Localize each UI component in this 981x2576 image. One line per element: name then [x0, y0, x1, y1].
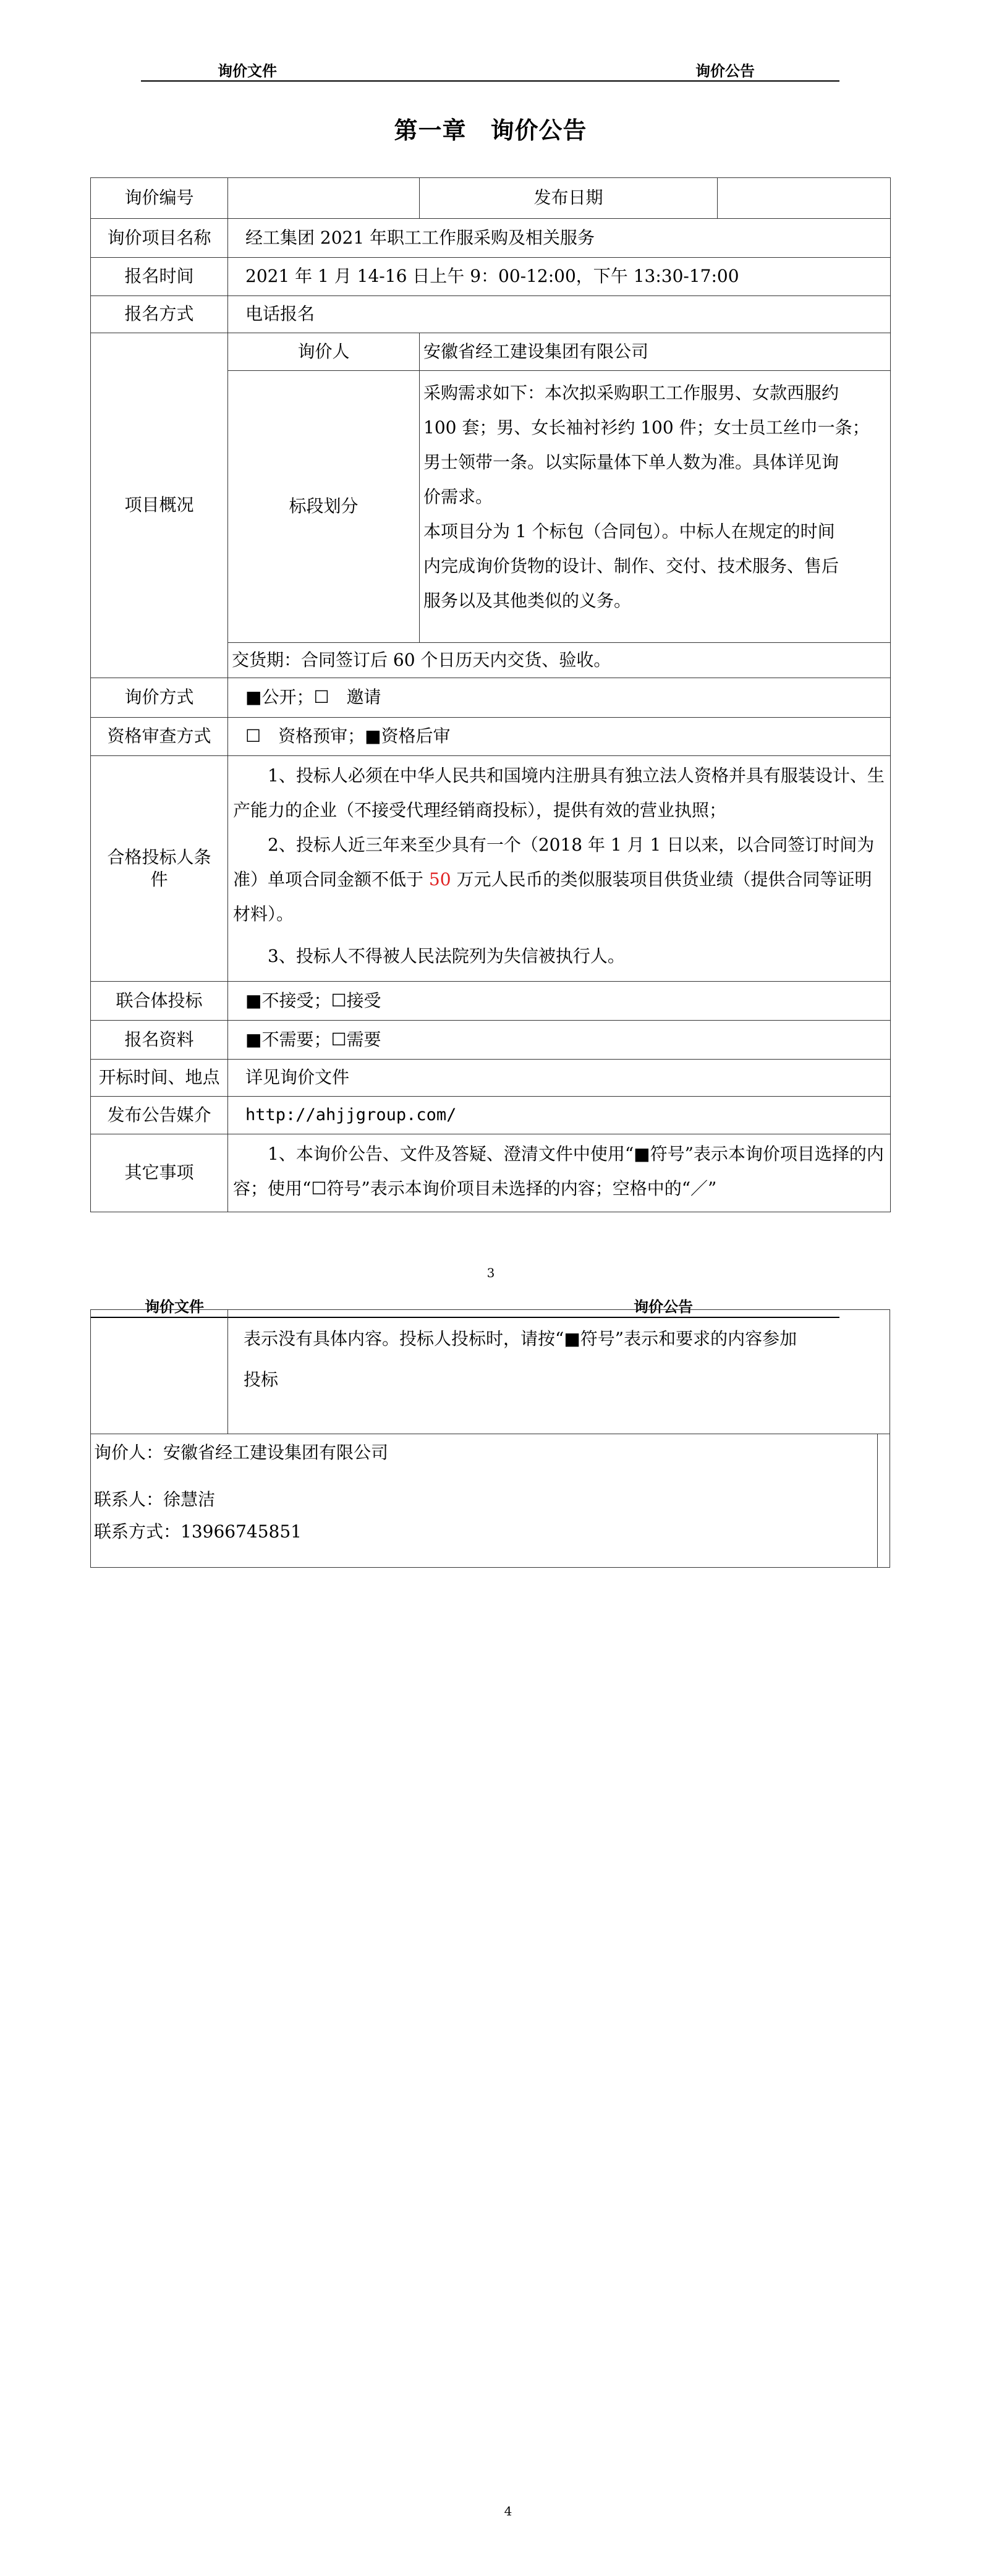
other-text	[228, 1134, 891, 1212]
inquiry-no-value	[228, 178, 420, 219]
reg-time-value: 2021 年 1 月 14-16 日上午 9：00-12:00，下午 13:30-17:00	[228, 258, 891, 296]
bidder-condition-2-text: 2、投标人近三年来至少具有一个（2018 年 1 月 1 日以来，以合同签订时间为准）单项合同金额不低于	[233, 835, 875, 890]
header-left: 询价文件	[218, 62, 277, 80]
other-paragraph: 1、本询价公告、文件及答疑、澄清文件中使用“■符号”表示本询价项目选择的内容；使用“☐符号”表示本询价项目未选择的内容；空格中的“／”	[233, 1144, 884, 1199]
lot-line: 100 套；男、女长袖衬衫约 100 件；女士员工丝巾一条；	[423, 417, 870, 438]
row-method	[91, 678, 891, 718]
row-reg-time	[91, 258, 891, 296]
bidder-condition-2-tail: 万元人民币的类似服装项目供货业绩（提供合同等证明材料）。	[233, 869, 872, 924]
publish-date-value	[718, 178, 891, 219]
overview-label: 项目概况	[91, 333, 228, 678]
project-name-label: 询价项目名称	[91, 219, 228, 258]
header-left-p2: 询价文件	[145, 1298, 204, 1316]
continuation-right-divider	[877, 1434, 878, 1567]
row-reg-method	[91, 296, 891, 333]
chapter-title: 第一章 询价公告	[394, 117, 587, 144]
qual-value: ☐ 资格预审；■资格后审	[228, 718, 891, 756]
continuation-line-2: 投标	[244, 1369, 279, 1390]
media-label: 发布公告媒介	[91, 1097, 228, 1134]
row-qualification	[91, 718, 891, 756]
inquiry-notice-table	[90, 177, 891, 1212]
lot-label: 标段划分	[228, 371, 420, 643]
header-right-p2: 询价公告	[634, 1298, 693, 1316]
bidder-min-amount: 50	[428, 869, 451, 890]
docs-label: 报名资料	[91, 1021, 228, 1060]
opening-label: 开标时间、地点	[91, 1060, 228, 1097]
reg-method-label: 报名方式	[91, 296, 228, 333]
page-number-3: 3	[486, 1265, 495, 1280]
lot-line: 服务以及其他类似的义务。	[423, 590, 632, 611]
reg-time-label: 报名时间	[91, 258, 228, 296]
contact-org: 询价人：安徽省经工建设集团有限公司	[94, 1442, 389, 1463]
header-rule	[141, 80, 839, 82]
lot-line: 采购需求如下：本次拟采购职工工作服男、女款西服约	[423, 383, 839, 403]
lot-line: 本项目分为 1 个标包（合同包）。中标人在规定的时间	[423, 521, 835, 542]
method-value: ■公开；☐ 邀请	[228, 678, 891, 718]
bidder-condition-2	[233, 828, 885, 932]
other-label: 其它事项	[91, 1134, 228, 1212]
continuation-line-1: 表示没有具体内容。投标人投标时，请按“■符号”表示和要求的内容参加	[244, 1328, 797, 1349]
qual-label: 资格审查方式	[91, 718, 228, 756]
inquirer-value: 安徽省经工建设集团有限公司	[420, 333, 891, 371]
method-label: 询价方式	[91, 678, 228, 718]
project-name-value: 经工集团 2021 年职工工作服采购及相关服务	[228, 219, 891, 258]
inquiry-no-label: 询价编号	[91, 178, 228, 219]
publish-date-label: 发布日期	[420, 178, 718, 219]
lot-line: 内完成询价货物的设计、制作、交付、技术服务、售后	[423, 556, 839, 576]
lot-lines	[423, 376, 886, 618]
row-inquiry-no	[91, 178, 891, 219]
bidder-conditions	[228, 756, 891, 982]
delivery-value: 交货期：合同签订后 60 个日历天内交货、验收。	[228, 643, 891, 678]
reg-method-value: 电话报名	[228, 296, 891, 333]
media-link[interactable]: http://ahjjgroup.com/	[228, 1097, 891, 1134]
bidder-condition-1: 1、投标人必须在中华人民共和国境内注册具有独立法人资格并具有服装设计、生产能力的企业（不接受代理经销商投标），提供有效的营业执照；	[233, 765, 885, 820]
contact-phone: 联系方式：13966745851	[94, 1521, 302, 1542]
header-right: 询价公告	[695, 62, 755, 80]
continuation-left-divider	[227, 1310, 228, 1434]
row-reg-docs	[91, 1021, 891, 1060]
docs-value: ■不需要；☐需要	[228, 1021, 891, 1060]
lot-line: 价需求。	[423, 487, 493, 507]
consortium-label: 联合体投标	[91, 982, 228, 1021]
page-number-4: 4	[504, 2504, 512, 2519]
row-bidder-conditions	[91, 756, 891, 982]
inquirer-label: 询价人	[228, 333, 420, 371]
row-other	[91, 1134, 891, 1212]
lot-line: 男士领带一条。以实际量体下单人数为准。具体详见询	[423, 452, 839, 472]
consortium-value: ■不接受；☐接受	[228, 982, 891, 1021]
row-inquirer	[91, 333, 891, 371]
bidder-condition-3: 3、投标人不得被人民法院列为失信被执行人。	[268, 946, 625, 966]
contact-person: 联系人：徐慧洁	[94, 1489, 216, 1510]
lot-description	[420, 371, 891, 643]
row-opening	[91, 1060, 891, 1097]
row-media	[91, 1097, 891, 1134]
bidder-label: 合格投标人条件	[91, 756, 228, 982]
opening-value: 详见询价文件	[228, 1060, 891, 1097]
row-project-name	[91, 219, 891, 258]
row-consortium	[91, 982, 891, 1021]
